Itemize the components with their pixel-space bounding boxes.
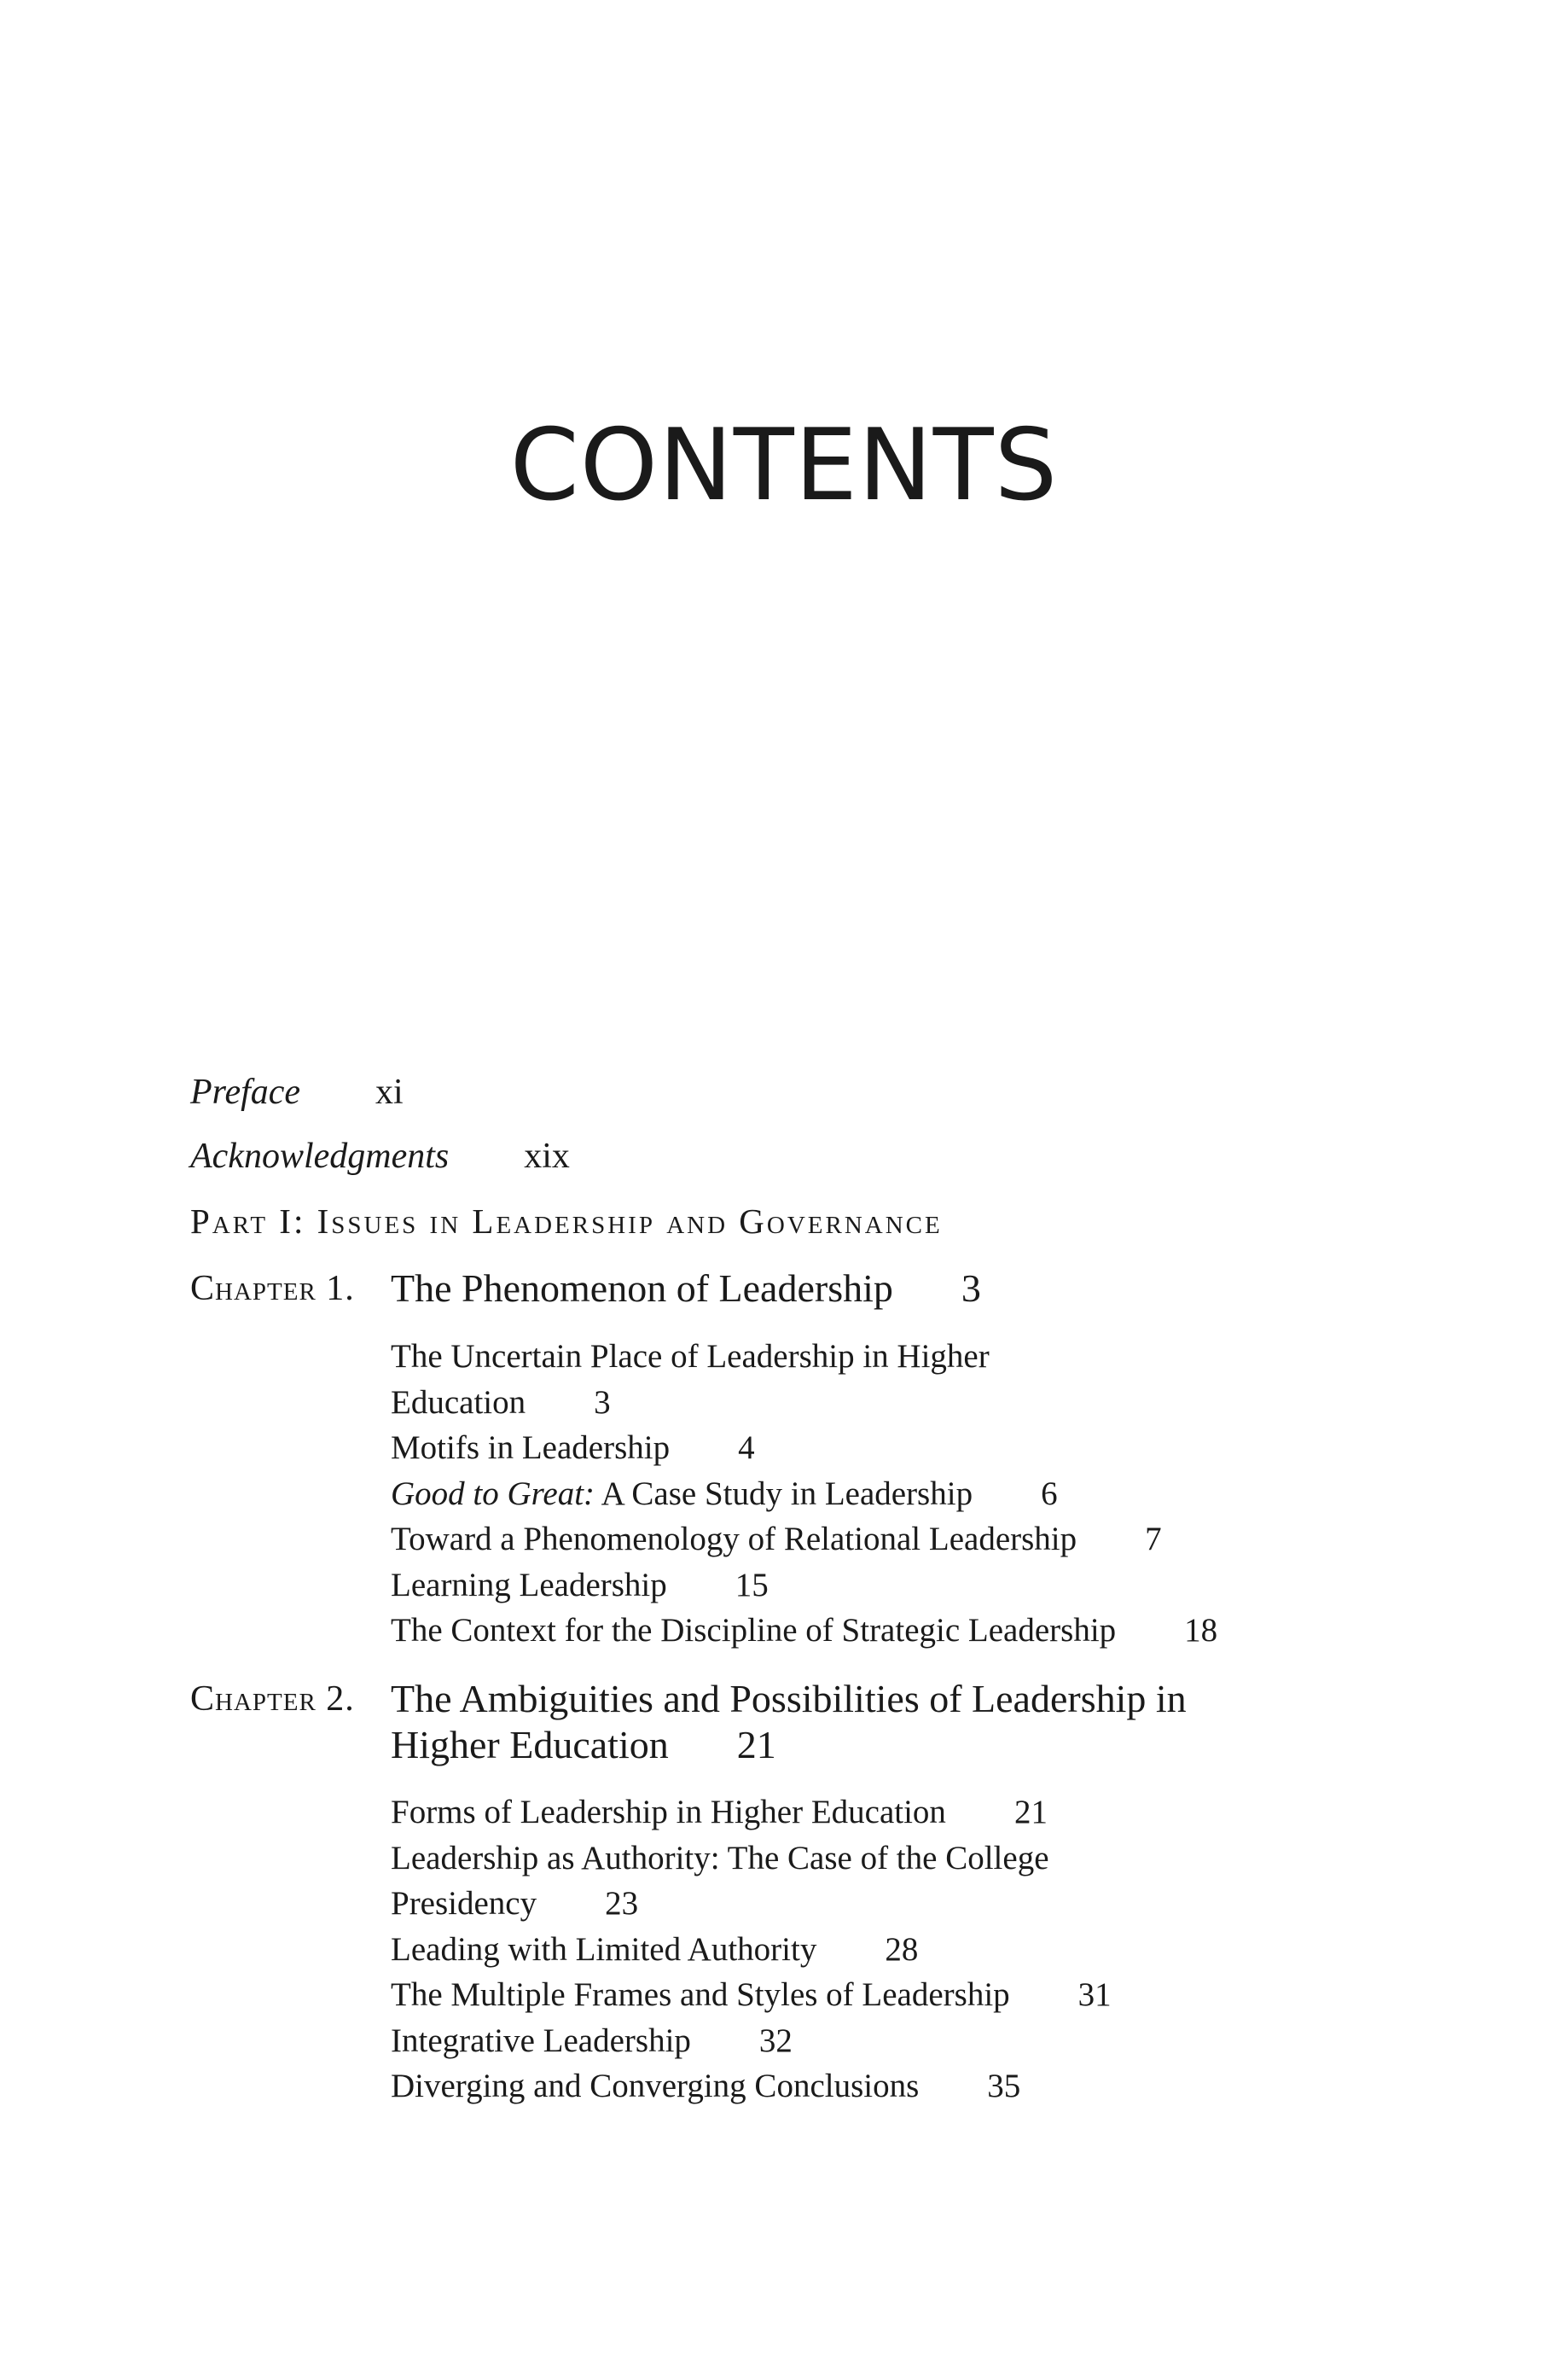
toc-section-title: The Uncertain Place of Leadership in Higher Education (391, 1338, 990, 1421)
toc-section-entry[interactable] (391, 1608, 1397, 1654)
toc-section-entry[interactable] (391, 1927, 1397, 1973)
toc-section-title: Leading with Limited Authority (391, 1930, 817, 1968)
toc-section-title: Toward a Phenomenology of Relational Leadership (391, 1521, 1077, 1557)
toc-section-title: The Multiple Frames and Styles of Leadership (391, 1976, 1010, 2013)
toc-page-number: 28 (885, 1930, 919, 1968)
toc-page-number: 21 (736, 1723, 776, 1766)
toc-section-title-italic: Good to Great: (391, 1475, 595, 1512)
toc-section-entry[interactable] (391, 1972, 1397, 2018)
toc-page-number: 21 (1013, 1794, 1048, 1830)
toc-section-title: The Context for the Discipline of Strategic Leadership (391, 1612, 1117, 1649)
toc-section-entry[interactable] (391, 1334, 1124, 1425)
toc-section-entry[interactable] (391, 2063, 1397, 2109)
toc-page-number: 3 (594, 1383, 611, 1421)
toc-section-entry[interactable] (391, 1789, 1397, 1836)
toc-section-title: Integrative Leadership (391, 2022, 691, 2059)
chapter-title: The Phenomenon of Leadership (391, 1266, 893, 1310)
page-title: CONTENTS (509, 408, 1059, 523)
toc-section-title: Leadership as Authority: The Case of the College Presidency (391, 1839, 1049, 1922)
toc-entry-label: Preface (190, 1073, 301, 1112)
toc-page-number: 3 (961, 1266, 981, 1310)
toc-page-number: 15 (735, 1566, 769, 1603)
toc-section-entry[interactable] (391, 1471, 1397, 1517)
toc-section-title: Forms of Leadership in Higher Education (391, 1794, 946, 1830)
toc-page-number: 18 (1184, 1612, 1218, 1649)
toc-page-number: 7 (1145, 1521, 1162, 1557)
toc-page-number: 23 (605, 1885, 639, 1922)
toc-section-entry[interactable] (391, 1562, 1397, 1609)
toc-entry-label: Acknowledgments (190, 1137, 450, 1176)
toc-section-title: Motifs in Leadership (391, 1429, 671, 1466)
part-heading: Part I: Issues in Leadership and Governance (190, 1201, 943, 1241)
toc-section-entry[interactable] (391, 2018, 1397, 2064)
chapter-title: The Ambiguities and Possibilities of Leadership in Higher Education (391, 1677, 1187, 1766)
chapter-number: Chapter 1. (190, 1269, 355, 1308)
toc-page-number: 35 (987, 2068, 1021, 2104)
toc-section-title: Learning Leadership (391, 1566, 667, 1603)
toc-section-entry[interactable] (391, 1836, 1124, 1927)
chapter-2-entry[interactable] (391, 1676, 1210, 1768)
toc-section-entry[interactable] (391, 1516, 1397, 1562)
toc-page-number: 32 (758, 2022, 793, 2059)
chapter-1-entry[interactable] (391, 1265, 1397, 1312)
chapter-number: Chapter 2. (190, 1679, 355, 1719)
chapter-2-sections (391, 1789, 1397, 2109)
toc-entry-preface[interactable] (190, 1070, 404, 1114)
toc-page-number: 4 (738, 1429, 755, 1466)
toc-page-number: xix (524, 1137, 570, 1176)
toc-section-entry[interactable] (391, 1425, 1397, 1471)
toc-entry-acknowledgments[interactable] (190, 1134, 570, 1178)
toc-section-title: A Case Study in Leadership (595, 1475, 973, 1512)
chapter-1-sections (391, 1334, 1397, 1654)
toc-section-title: Diverging and Converging Conclusions (391, 2068, 920, 2104)
toc-page-number: xi (375, 1073, 404, 1112)
toc-page-number: 31 (1077, 1976, 1112, 2013)
toc-page-number: 6 (1041, 1475, 1058, 1512)
